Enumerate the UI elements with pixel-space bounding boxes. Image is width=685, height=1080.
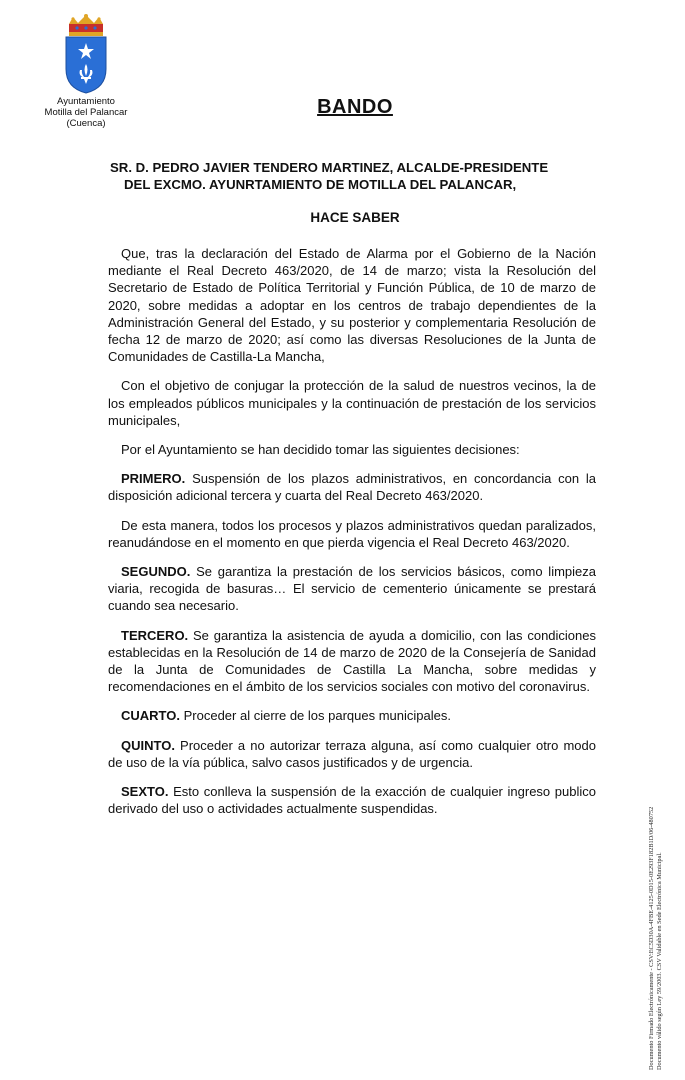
primero-label: PRIMERO. <box>121 471 186 487</box>
org-name-line2: Motilla del Palancar <box>44 107 128 118</box>
sexto-text: Esto conlleva la suspensión de la exacción de cualquier ingreso publico derivado del uso o actividades actualmente suspendidas. <box>108 784 596 817</box>
paragraph-preamble: Que, tras la declaración del Estado de Alarma por el Gobierno de la Nación mediante el Real Decreto 463/2020, de 14 de marzo; vista la Resolución del Secretario de Estado de Política Territorial y Función Pública, de 10 de marzo de 2020, sobre medidas a adoptar en los centros de trabajo dependientes de la Administración General del Estado, y su posterior y complementaria Resolución de fecha 12 de marzo de 2020; así como las diversas Resoluciones de la Junta de Comunidades de Castilla-La Mancha, <box>108 246 596 365</box>
paragraph-primero <box>108 470 596 504</box>
org-name-line3: (Cuenca) <box>66 118 106 129</box>
mayor-heading <box>110 159 610 193</box>
paragraph-cuarto <box>108 707 596 724</box>
tercero-text: Se garantiza la asistencia de ayuda a domicilio, con las condiciones establecidas en la Resolución de 14 de marzo de 2020 de la Consejería de Sanidad de la Junta de Comunidades de Castilla La Mancha, sobre medidas y recomendaciones en el ámbito de los servicios sociales con motivo del coronavirus. <box>108 627 596 695</box>
paragraph-segundo <box>108 563 596 615</box>
coat-of-arms-logo <box>54 14 118 94</box>
mayor-heading-line2: DEL EXCMO. AYUNRTAMIENTO DE MOTILLA DEL PALANCAR, <box>124 177 517 192</box>
cuarto-text: Proceder al cierre de los parques municipales. <box>183 708 451 724</box>
document-body <box>108 245 596 817</box>
hace-saber-heading: HACE SABER <box>310 210 400 225</box>
signature-note-line1: Documento Firmado Electrónicamente - CSV:EC5D30A-4FBE-4125-0D15-0E293F182B1D/06-480752 <box>648 806 655 1070</box>
signature-note-line2: Documento válido según Ley 59/2003. CSV Validable en Sede Electrónica Municipal. <box>656 852 663 1070</box>
quinto-text: Proceder a no autorizar terraza alguna, así como cualquier otro modo de uso de la vía pública, salvo casos justificados y de urgencia. <box>108 737 596 770</box>
coat-of-arms-icon <box>63 14 109 94</box>
document-title: BANDO <box>317 96 393 118</box>
sexto-label: SEXTO. <box>121 784 169 800</box>
paragraph-decisions-intro: Por el Ayuntamiento se han decidido tomar las siguientes decisiones: <box>121 442 520 458</box>
paragraph-tercero <box>108 627 596 696</box>
tercero-label: TERCERO. <box>121 627 189 643</box>
quinto-label: QUINTO. <box>121 737 175 753</box>
mayor-heading-line1: SR. D. PEDRO JAVIER TENDERO MARTINEZ, ALCALDE-PRESIDENTE <box>110 160 549 175</box>
paragraph-plazos: De esta manera, todos los procesos y plazos administrativos quedan paralizados, reanudándose en el momento en que pierda vigencia el Real Decreto 463/2020. <box>108 517 596 550</box>
segundo-text: Se garantiza la prestación de los servicios básicos, como limpieza viaria, recogida de basuras… El servicio de cementerio únicamente se prestará cuando sea necesario. <box>108 564 596 614</box>
segundo-label: SEGUNDO. <box>121 564 191 580</box>
primero-text: Suspensión de los plazos administrativos, en concordancia con la disposición adicional tercera y cuarta del Real Decreto 463/2020. <box>108 471 596 504</box>
paragraph-quinto <box>108 737 596 771</box>
org-name-line1: Ayuntamiento <box>57 96 115 107</box>
cuarto-label: CUARTO. <box>121 708 180 724</box>
paragraph-sexto <box>108 783 596 817</box>
electronic-signature-note <box>648 380 685 1080</box>
paragraph-objective: Con el objetivo de conjugar la protección de la salud de nuestros vecinos, la de los empleados públicos municipales y la continuación de prestación de los servicios municipales, <box>108 378 596 428</box>
